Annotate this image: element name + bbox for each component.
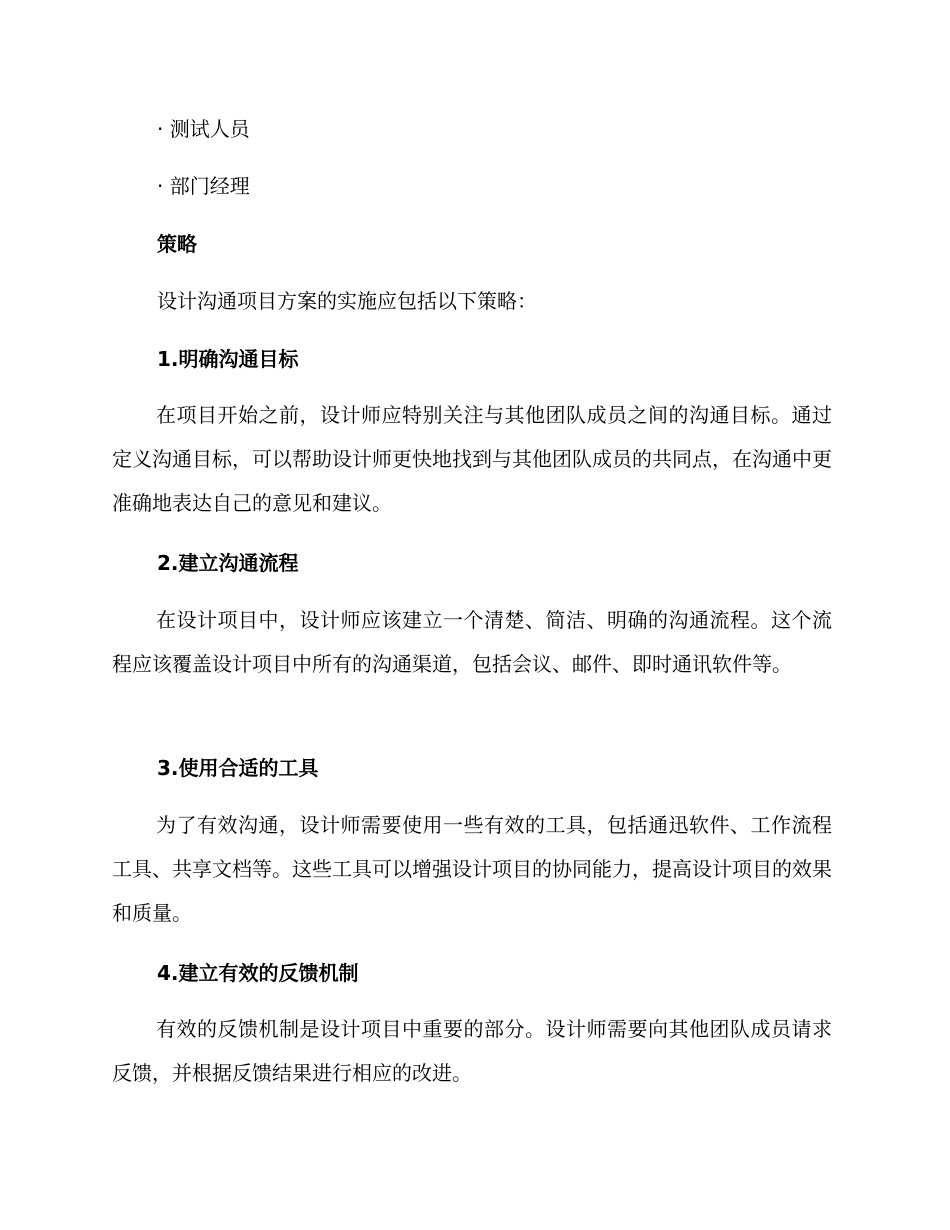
subheading-3: 3.使用合适的工具: [157, 756, 319, 780]
paragraph-1: 在项目开始之前，设计师应特别关注与其他团队成员之间的沟通目标。通过定义沟通目标，可以帮助设计师更快地找到与其他团队成员的共同点，在沟通中更准确地表达自己的意见和建议。: [112, 403, 832, 515]
bullet-item-testers: · 测试人员: [157, 117, 250, 141]
subheading-2: 2.建立沟通流程: [157, 551, 299, 575]
subheading-4: 4.建立有效的反馈机制: [157, 961, 359, 985]
subheading-1: 1.明确沟通目标: [157, 347, 299, 371]
section-title-strategy: 策略: [157, 232, 197, 256]
paragraph-3: 为了有效沟通，设计师需要使用一些有效的工具，包括通迅软件、工作流程工具、共享文档等。这些工具可以增强设计项目的协同能力，提高设计项目的效果和质量。: [112, 813, 832, 925]
bullet-item-department-manager: · 部门经理: [157, 174, 250, 198]
paragraph-2: 在设计项目中，设计师应该建立一个清楚、简洁、明确的沟通流程。这个流程应该覆盖设计项目中所有的沟通渠道，包括会议、邮件、即时通讯软件等。: [112, 608, 832, 676]
strategy-intro: 设计沟通项目方案的实施应包括以下策略：: [157, 289, 537, 313]
paragraph-4: 有效的反馈机制是设计项目中重要的部分。设计师需要向其他团队成员请求反馈，并根据反馈结果进行相应的改进。: [112, 1017, 832, 1085]
